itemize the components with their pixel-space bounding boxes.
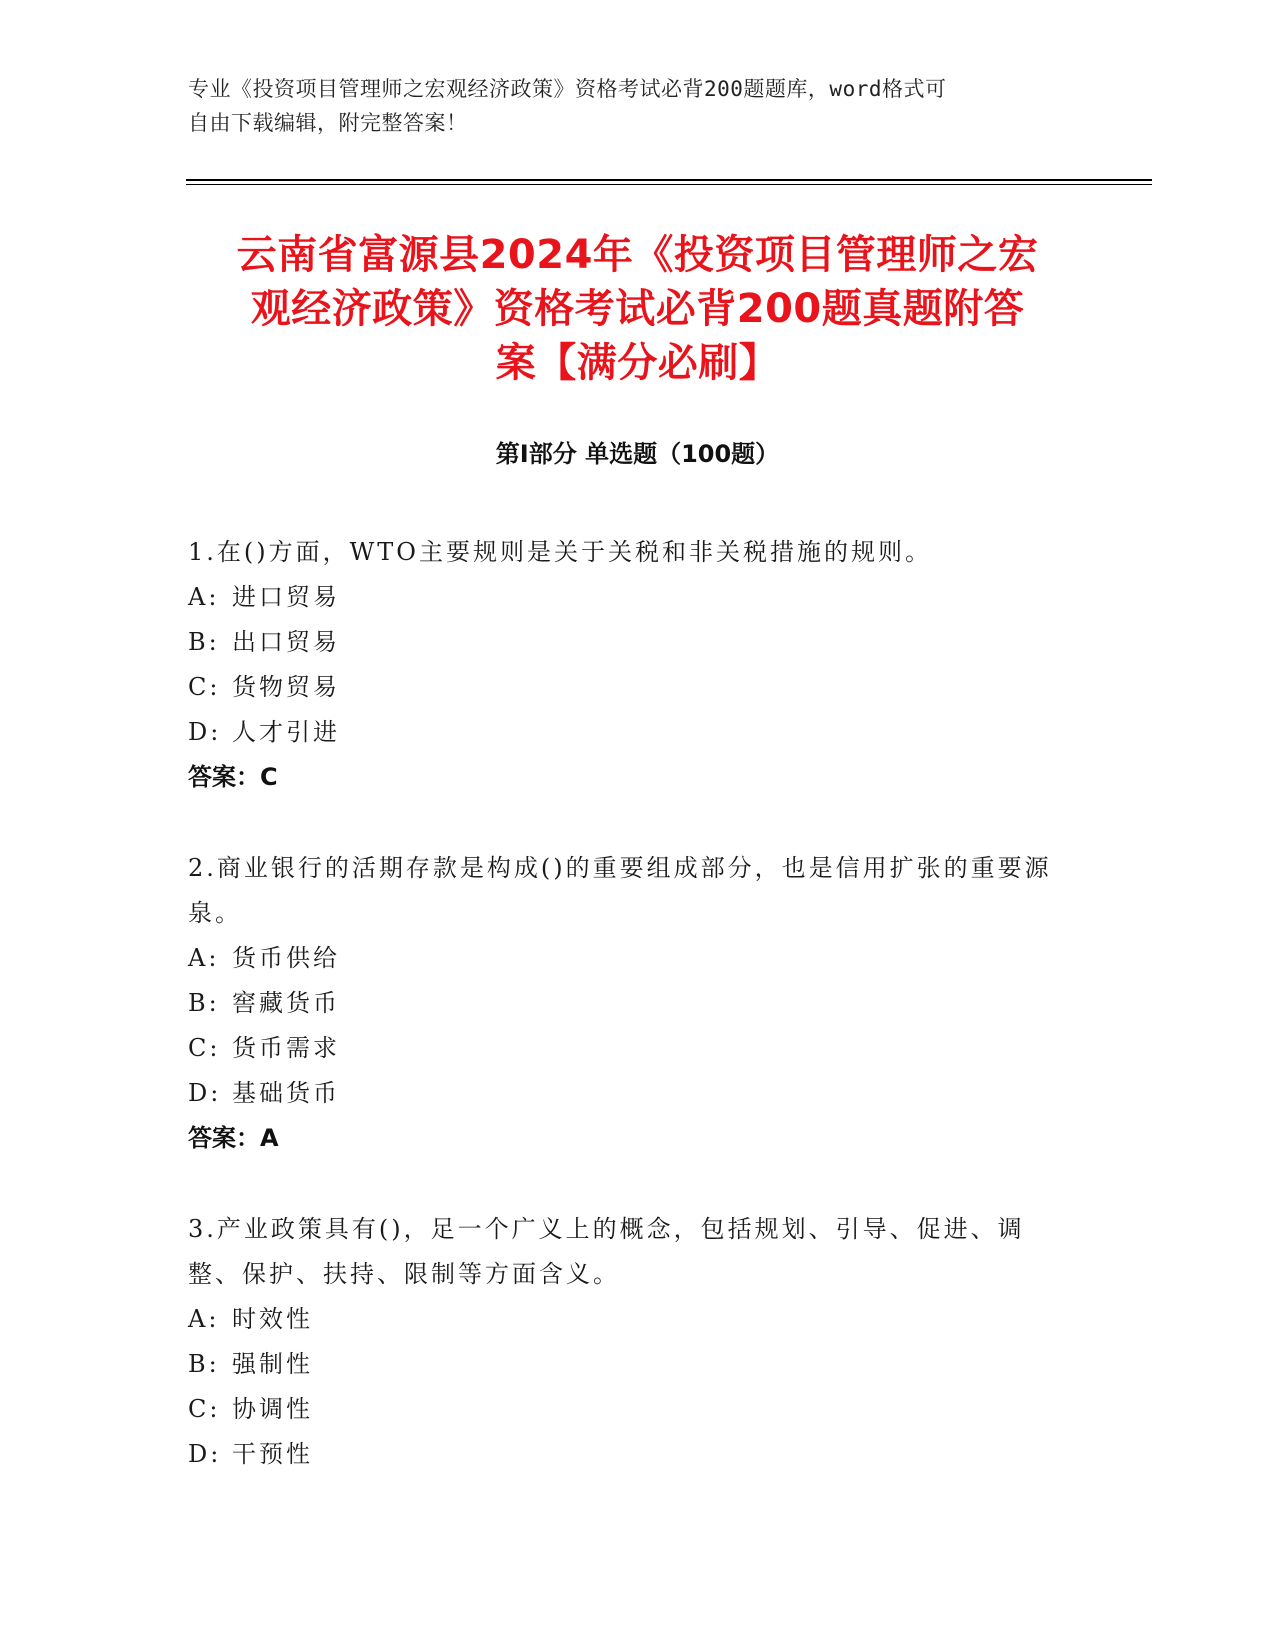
- option-letter: C:: [188, 673, 221, 701]
- header-note: [188, 72, 1068, 140]
- option-text: 协调性: [232, 1395, 313, 1423]
- option-d: [188, 1432, 1068, 1477]
- option-letter: B:: [188, 628, 220, 656]
- question-stem: 3.产业政策具有()，足一个广义上的概念，包括规划、引导、促进、调整、保护、扶持、限制等方面含义。: [188, 1215, 1025, 1288]
- header-divider-thin: [186, 184, 1152, 185]
- document-title-line-1: 云南省富源县2024年《投资项目管理师之宏: [236, 232, 1039, 278]
- option-text: 窖藏货币: [232, 989, 340, 1017]
- document-title: [160, 228, 1115, 390]
- document-title-line-3: 案【满分必刷】: [495, 340, 780, 386]
- header-note-line-1: 专业《投资项目管理师之宏观经济政策》资格考试必背200题题库，word格式可: [188, 77, 947, 101]
- option-a: [188, 936, 1068, 981]
- option-b: [188, 981, 1068, 1026]
- option-c: [188, 1026, 1068, 1071]
- option-text: 基础货币: [232, 1079, 340, 1107]
- option-letter: D:: [188, 718, 222, 746]
- question-3: [188, 1207, 1068, 1477]
- option-text: 干预性: [232, 1440, 313, 1468]
- option-a: [188, 1297, 1068, 1342]
- option-text: 人才引进: [232, 718, 340, 746]
- option-text: 货物贸易: [232, 673, 340, 701]
- option-letter: B:: [188, 1350, 220, 1378]
- question-stem: 2.商业银行的活期存款是构成()的重要组成部分，也是信用扩张的重要源泉。: [188, 854, 1052, 927]
- option-letter: A:: [188, 944, 220, 972]
- option-text: 时效性: [232, 1305, 313, 1333]
- option-text: 货币需求: [232, 1034, 340, 1062]
- option-letter: C:: [188, 1395, 221, 1423]
- option-letter: B:: [188, 989, 220, 1017]
- header-divider-thick: [186, 179, 1152, 181]
- question-list: [188, 530, 1068, 1523]
- section-title: 第Ⅰ部分 单选题（100题）: [495, 440, 780, 468]
- option-b: [188, 620, 1068, 665]
- option-letter: A:: [188, 583, 220, 611]
- option-letter: C:: [188, 1034, 221, 1062]
- option-letter: D:: [188, 1079, 222, 1107]
- option-text: 货币供给: [232, 944, 340, 972]
- option-letter: A:: [188, 1305, 220, 1333]
- option-letter: D:: [188, 1440, 222, 1468]
- question-stem: 1.在()方面，WTO主要规则是关于关税和非关税措施的规则。: [188, 538, 932, 566]
- option-text: 强制性: [232, 1350, 313, 1378]
- answer: 答案：C: [188, 763, 278, 791]
- option-d: [188, 710, 1068, 755]
- option-text: 出口贸易: [232, 628, 340, 656]
- option-c: [188, 665, 1068, 710]
- document-title-line-2: 观经济政策》资格考试必背200题真题附答: [250, 286, 1025, 332]
- answer: 答案：A: [188, 1124, 279, 1152]
- option-text: 进口贸易: [232, 583, 340, 611]
- option-b: [188, 1342, 1068, 1387]
- option-c: [188, 1387, 1068, 1432]
- question-1: [188, 530, 1068, 800]
- header-note-line-2: 自由下载编辑，附完整答案！: [188, 111, 468, 135]
- option-d: [188, 1071, 1068, 1116]
- option-a: [188, 575, 1068, 620]
- question-2: [188, 846, 1068, 1161]
